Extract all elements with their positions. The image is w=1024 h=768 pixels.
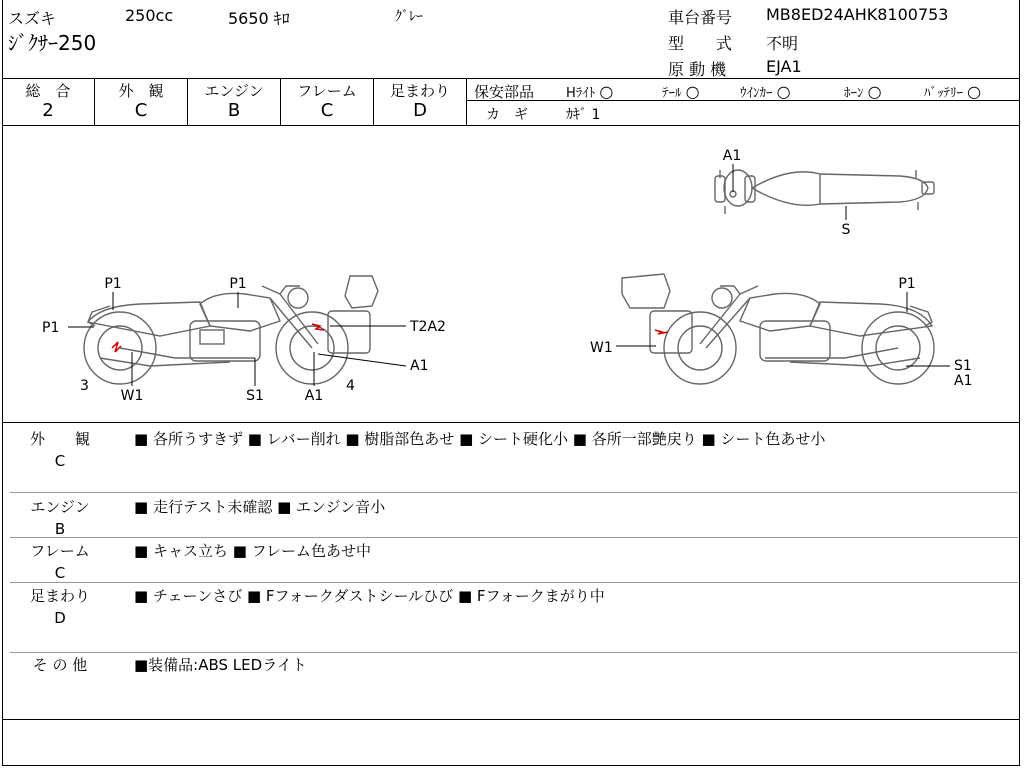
damage-diagram xyxy=(0,126,1022,422)
section-divider xyxy=(10,537,1018,538)
grade-suspension-label: 足まわり xyxy=(389,82,450,100)
scratch-mark xyxy=(312,324,324,330)
grade-exterior-value: C xyxy=(134,100,148,121)
bike-top-view xyxy=(715,170,934,214)
type-label: 型 式 xyxy=(668,34,733,53)
safety-battery: ﾊﾞｯﾃﾘｰ ○ xyxy=(924,82,982,101)
type-value: 不明 xyxy=(766,34,799,53)
grade-frame-value: C xyxy=(320,100,334,121)
bike-left-view xyxy=(84,276,378,384)
section-frame-label: フレーム C xyxy=(30,542,90,582)
label-right-p1: P1 xyxy=(898,276,916,292)
diagram-divider xyxy=(2,422,1020,423)
label-left-p1-front: P1 xyxy=(104,276,122,292)
bottom-divider xyxy=(2,719,1020,720)
section-exterior-label: 外 観 C xyxy=(29,430,90,470)
safety-winker: ｳｲﾝｶｰ ○ xyxy=(740,82,791,101)
section-suspension-label: 足まわり D xyxy=(29,587,90,627)
grade-overall-label: 総 合 xyxy=(25,82,71,100)
section-suspension-text: ■ チェーンさび ■ Fフォークダストシールひび ■ Fフォークまがり中 xyxy=(134,587,605,605)
model-name: ｼﾞｸｻｰ250 xyxy=(8,31,97,55)
label-left-p1-tank: P1 xyxy=(229,276,247,292)
safety-tail: ﾃｰﾙ ○ xyxy=(662,82,700,101)
label-left-4: 4 xyxy=(346,378,355,394)
engine-value: EJA1 xyxy=(766,57,802,76)
grade-sep xyxy=(466,78,467,125)
label-right-s1: S1 xyxy=(954,358,972,374)
label-left-a1-side: A1 xyxy=(410,358,429,374)
section-divider xyxy=(10,582,1018,583)
frame-no: MB8ED24AHK8100753 xyxy=(766,5,949,24)
label-right-w1: W1 xyxy=(590,340,613,356)
safety-headlight: Hﾗｲﾄ ○ xyxy=(566,82,614,101)
grade-frame-label: フレーム xyxy=(297,82,357,100)
label-left-t2a2: T2A2 xyxy=(410,319,446,335)
grade-engine-value: B xyxy=(227,100,241,121)
grade-engine-label: エンジン xyxy=(204,82,264,100)
label-top-s: S xyxy=(841,222,851,238)
section-engine-text: ■ 走行テスト未確認 ■ エンジン音小 xyxy=(134,498,386,516)
section-other-label: そ の 他 xyxy=(32,656,88,674)
grade-suspension-value: D xyxy=(413,100,427,121)
label-left-p1-rear: P1 xyxy=(42,320,60,336)
label-left-w1: W1 xyxy=(120,388,144,404)
safety-label: 保安部品 xyxy=(474,83,535,101)
grade-overall-value: 2 xyxy=(42,100,54,121)
header-divider xyxy=(2,78,1020,79)
safety-horn: ﾎｰﾝ ○ xyxy=(844,82,882,101)
section-engine-label: エンジン B xyxy=(30,498,90,538)
engine-label: 原 動 機 xyxy=(668,60,727,79)
section-exterior-text: ■ 各所うすきず ■ レバー削れ ■ 樹脂部色あせ ■ シート硬化小 ■ 各所一部艶戻り ■ シート色あせ小 xyxy=(134,430,826,448)
label-right-a1: A1 xyxy=(954,373,973,389)
bike-right-view xyxy=(622,274,934,384)
key-label: カ ギ xyxy=(486,107,528,123)
label-left-s1: S1 xyxy=(246,388,264,404)
section-frame-text: ■ キャス立ち ■ フレーム色あせ中 xyxy=(134,542,372,560)
scratch-mark xyxy=(112,342,121,352)
section-other-text: ■装備品:ABS LEDライト xyxy=(134,656,307,674)
displacement: 250cc xyxy=(125,6,174,25)
frame-no-label: 車台番号 xyxy=(668,8,733,27)
label-left-a1-bottom: A1 xyxy=(304,388,324,404)
body-color: ｸﾞﾚｰ xyxy=(395,9,423,25)
key-value: ｶｷﾞ 1 xyxy=(566,107,601,123)
section-divider xyxy=(10,492,1018,493)
section-divider xyxy=(10,652,1018,653)
maker-name: スズキ xyxy=(8,9,57,28)
scratch-mark xyxy=(655,330,668,334)
label-left-3: 3 xyxy=(80,378,89,394)
label-top-a1: A1 xyxy=(722,148,742,164)
grade-exterior-label: 外 観 xyxy=(118,82,164,100)
mileage: 5650 ｷﾛ xyxy=(228,9,290,28)
